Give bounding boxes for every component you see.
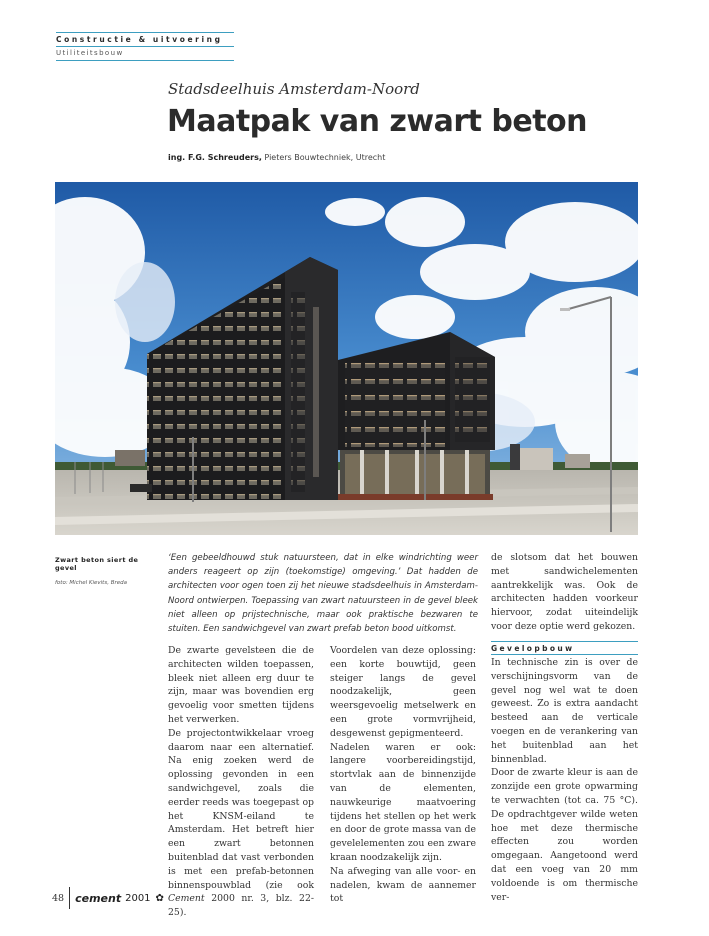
article-title: Maatpak van zwart beton	[167, 104, 588, 139]
photo-caption	[55, 556, 160, 586]
gear-icon: ✿	[155, 892, 164, 904]
subsection-label: Utiliteitsbouw	[56, 49, 124, 57]
caption-title: Zwart beton siert de gevel	[55, 556, 139, 572]
paragraph	[168, 727, 314, 920]
body-column-3-top	[491, 551, 638, 634]
section-header	[56, 32, 234, 61]
page-footer	[52, 887, 164, 909]
section-label: Constructie & uitvoering	[56, 35, 223, 44]
paragraph: Door de zwarte kleur is aan de zonzijde een grote opwarming te verwachten (tot ca. 75 °C). De opdrachtgever wilde weten hoe met deze thermische effecten zou worden omgegaan. Aangetoond werd dat een voeg van 20 mm voldoende is om thermische ver-	[491, 767, 638, 903]
article-subtitle: Stadsdeelhuis Amsterdam-Noord	[168, 80, 420, 98]
paragraph: Voordelen van deze oplossing: een korte bouwtijd, geen steiger langs de gevel noodzakelijk, geen weersgevoelig metselwerk en een grote vormvrijheid, desgewenst gepigmenteerd.	[330, 645, 476, 739]
rule-bottom	[491, 654, 638, 655]
magazine-year: 2001	[125, 892, 151, 904]
author: ing. F.G. Schreuders,	[168, 153, 262, 162]
affiliation: Pieters Bouwtechniek, Utrecht	[261, 153, 386, 162]
body-column-2	[330, 644, 476, 906]
magazine-name: cement	[75, 891, 122, 905]
section-heading	[491, 641, 638, 655]
text-span: 2000 nr. 3, blz. 22-25).	[168, 893, 314, 919]
lead-paragraph: ‘Een gebeeldhouwd stuk natuursteen, dat in elke windrichting weer anders reageert op zijn (toekomstige) omgeving.’ Dat hadden de architecten voor ogen toen zij het nieuwe stadsdeelhuis in Amsterdam-Noord ontwierpen. Toepassing van zwart natuursteen in de gevel bleek niet alleen op prijstechnische, maar ook praktische bezwaren te stuiten. Een sandwichgevel van zwart prefab beton bood uitkomst.	[168, 553, 478, 635]
paragraph: de slotsom dat het bouwen met sandwichelementen aantrekkelijk was. Ook de architecten hadden voorkeur hiervoor, zodat uiteindelijk voor deze optie werd gekozen.	[491, 552, 638, 632]
text-span: De projectontwikkelaar vroeg daarom naar een alternatief. Na enig zoeken werd de oplossing gevonden in een sandwichgevel, zoals die eerder reeds was toegepast op het KNSM-eiland te Amsterdam. Het betreft hier een zwart betonnen buitenblad dat vast verbonden is met een prefab-betonnen binnenspouwblad (zie ook	[168, 727, 314, 891]
section-heading-text: Gevelopbouw	[491, 644, 575, 653]
byline	[168, 153, 385, 162]
body-column-3-bottom	[491, 656, 638, 904]
rule-bottom	[56, 60, 234, 61]
paragraph: Nadelen waren er ook: langere voorbereidingstijd, stortvlak aan de binnenzijde van de elementen, nauwkeurige maatvoering tijdens het stellen op het werk en door de grote massa van de gevelelementen zou een zware kraan noodzakelijk zijn.	[330, 741, 476, 863]
paragraph: Na afweging van alle voor- en nadelen, kwam de aannemer tot	[330, 865, 476, 905]
body-column-1	[168, 644, 314, 920]
paragraph: In technische zin is over de verschijningsvorm van de gevel nog wel wat te doen geweest. Zo is extra aandacht besteed aan de verticale voegen en de verankering van het buitenblad aan het binnenblad.	[491, 657, 638, 765]
paragraph: De zwarte gevelsteen die de architecten wilden toepassen, bleek niet alleen erg duur te zijn, maar was bovendien erg gevoelig voor smetten tijdens het verwerken.	[168, 645, 314, 725]
building-photo	[55, 182, 638, 535]
magazine-ref: Cement	[168, 893, 205, 905]
page-number: 48	[52, 892, 65, 904]
footer-divider	[69, 887, 70, 909]
caption-credit: foto: Michel Kievits, Breda	[55, 580, 127, 586]
